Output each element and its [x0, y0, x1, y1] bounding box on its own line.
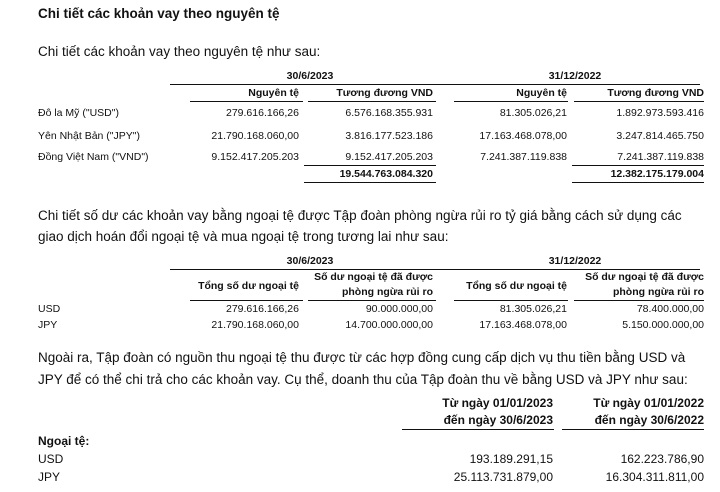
s1-cell: 3.816.177.523.186: [345, 130, 433, 142]
section3-intro-line1: Ngoài ra, Tập đoàn có nguồn thu ngoại tệ thu được từ các hợp đồng cung cấp dịch vụ thu tiền bằng USD và: [38, 350, 686, 365]
section1-intro: Chi tiết các khoản vay theo nguyên tệ như sau:: [38, 44, 321, 59]
s1-cell: 1.892.973.593.416: [616, 107, 704, 119]
s1-cell: 6.576.168.355.931: [345, 107, 433, 119]
s1-header-rule: [308, 101, 436, 102]
s1-period-2022: 31/12/2022: [548, 70, 602, 82]
s3-group-label: Ngoại tệ:: [38, 434, 90, 448]
s1-row-label: Đồng Việt Nam ("VND"): [38, 151, 149, 163]
section3-intro-line2: JPY để có thể chi trả cho các khoản vay. Cụ thể, doanh thu của Tập đoàn thu về bằng USD và JPY như sau:: [38, 372, 688, 387]
s1-cell: 17.163.468.078,00: [479, 130, 567, 142]
section2-intro-line1: Chi tiết số dư các khoản vay bằng ngoại tệ được Tập đoàn phòng ngừa rủi ro tỷ giá bằng cách sử dụng các: [38, 208, 682, 223]
s1-row-label: Đô la Mỹ ("USD"): [38, 107, 119, 119]
section-title: Chi tiết các khoản vay theo nguyên tệ: [38, 6, 280, 21]
s2-cell: 21.790.168.060,00: [211, 319, 299, 331]
s2-cell: 78.400.000,00: [636, 303, 704, 315]
s1-cell: 21.790.168.060,00: [211, 130, 299, 142]
s3-cell: 25.113.731.879,00: [453, 470, 553, 484]
s3-cell: 16.304.311.811,00: [605, 470, 704, 484]
s1-period-2023-rule: [170, 84, 450, 85]
s2-row-label: JPY: [38, 319, 58, 331]
s1-total-2022: 12.382.175.179.004: [610, 168, 704, 180]
s2-header-rule: [574, 300, 704, 301]
s1-period-2022-rule: [450, 84, 700, 85]
s1-header-rule: [190, 101, 303, 102]
s1-cell: 81.305.026,21: [499, 107, 567, 119]
s1-col-header: Tương đương VND: [336, 87, 433, 99]
s2-cell: 17.163.468.078,00: [479, 319, 567, 331]
s3-row-label: JPY: [38, 470, 61, 484]
s1-subtotal-rule: [304, 165, 436, 166]
s2-col-total: Tổng số dư ngoại tệ: [198, 280, 299, 292]
s3-row-label: USD: [38, 452, 64, 466]
s1-cell: 9.152.417.205.203: [211, 151, 299, 163]
s3-cell: 193.189.291,15: [469, 452, 553, 466]
s2-header-rule: [454, 300, 568, 301]
s1-period-2023: 30/6/2023: [286, 70, 334, 82]
s2-col-hedged-line1: Số dư ngoại tệ đã được: [314, 271, 433, 283]
s2-row-label: USD: [38, 303, 61, 315]
s1-col-header: Nguyên tệ: [248, 87, 299, 99]
s1-row-label: Yên Nhật Bản ("JPY"): [38, 130, 141, 142]
s1-total-2023: 19.544.763.084.320: [339, 168, 433, 180]
s2-cell: 5.150.000.000,00: [622, 319, 704, 331]
s3-col2-rule: [562, 429, 704, 430]
s2-col-hedged-line2: phòng ngừa rủi ro: [612, 286, 704, 298]
s1-total-rule: [304, 182, 436, 183]
s1-total-rule: [572, 182, 704, 183]
s2-cell: 279.616.166,26: [226, 303, 299, 315]
s3-col1-line2: đến ngày 30/6/2023: [443, 413, 553, 427]
s1-cell: 3.247.814.465.750: [616, 130, 704, 142]
s1-cell: 7.241.387.119.838: [480, 151, 567, 163]
s2-period-2023: 30/6/2023: [286, 255, 334, 267]
s1-col-header: Tương đương VND: [607, 87, 704, 99]
section2-intro-line2: giao dịch hoán đổi ngoại tệ và mua ngoại tệ trong tương lai như sau:: [38, 229, 449, 244]
s1-col-header: Nguyên tệ: [516, 87, 567, 99]
s3-col2-line2: đến ngày 30/6/2022: [594, 413, 704, 427]
s1-cell: 7.241.387.119.838: [617, 151, 704, 163]
s1-cell: 279.616.166,26: [226, 107, 299, 119]
s2-header-rule: [308, 300, 436, 301]
s2-cell: 81.305.026,21: [499, 303, 567, 315]
s3-col1-rule: [402, 429, 554, 430]
s2-cell: 14.700.000.000,00: [345, 319, 433, 331]
s3-col1-line1: Từ ngày 01/01/2023: [442, 396, 553, 410]
s3-col2-line1: Từ ngày 01/01/2022: [593, 396, 704, 410]
s2-cell: 90.000.000,00: [365, 303, 433, 315]
s3-cell: 162.223.786,90: [620, 452, 704, 466]
s1-header-rule: [574, 101, 704, 102]
s1-cell: 9.152.417.205.203: [345, 151, 433, 163]
s2-period-2022-rule: [450, 269, 700, 270]
s2-period-2022: 31/12/2022: [548, 255, 602, 267]
s2-col-hedged-line1: Số dư ngoại tệ đã được: [585, 271, 704, 283]
s2-col-total: Tổng số dư ngoại tệ: [466, 280, 567, 292]
s1-header-rule: [454, 101, 568, 102]
s2-period-2023-rule: [170, 269, 450, 270]
s2-col-hedged-line2: phòng ngừa rủi ro: [341, 286, 433, 298]
s1-subtotal-rule: [572, 165, 704, 166]
s2-header-rule: [190, 300, 303, 301]
